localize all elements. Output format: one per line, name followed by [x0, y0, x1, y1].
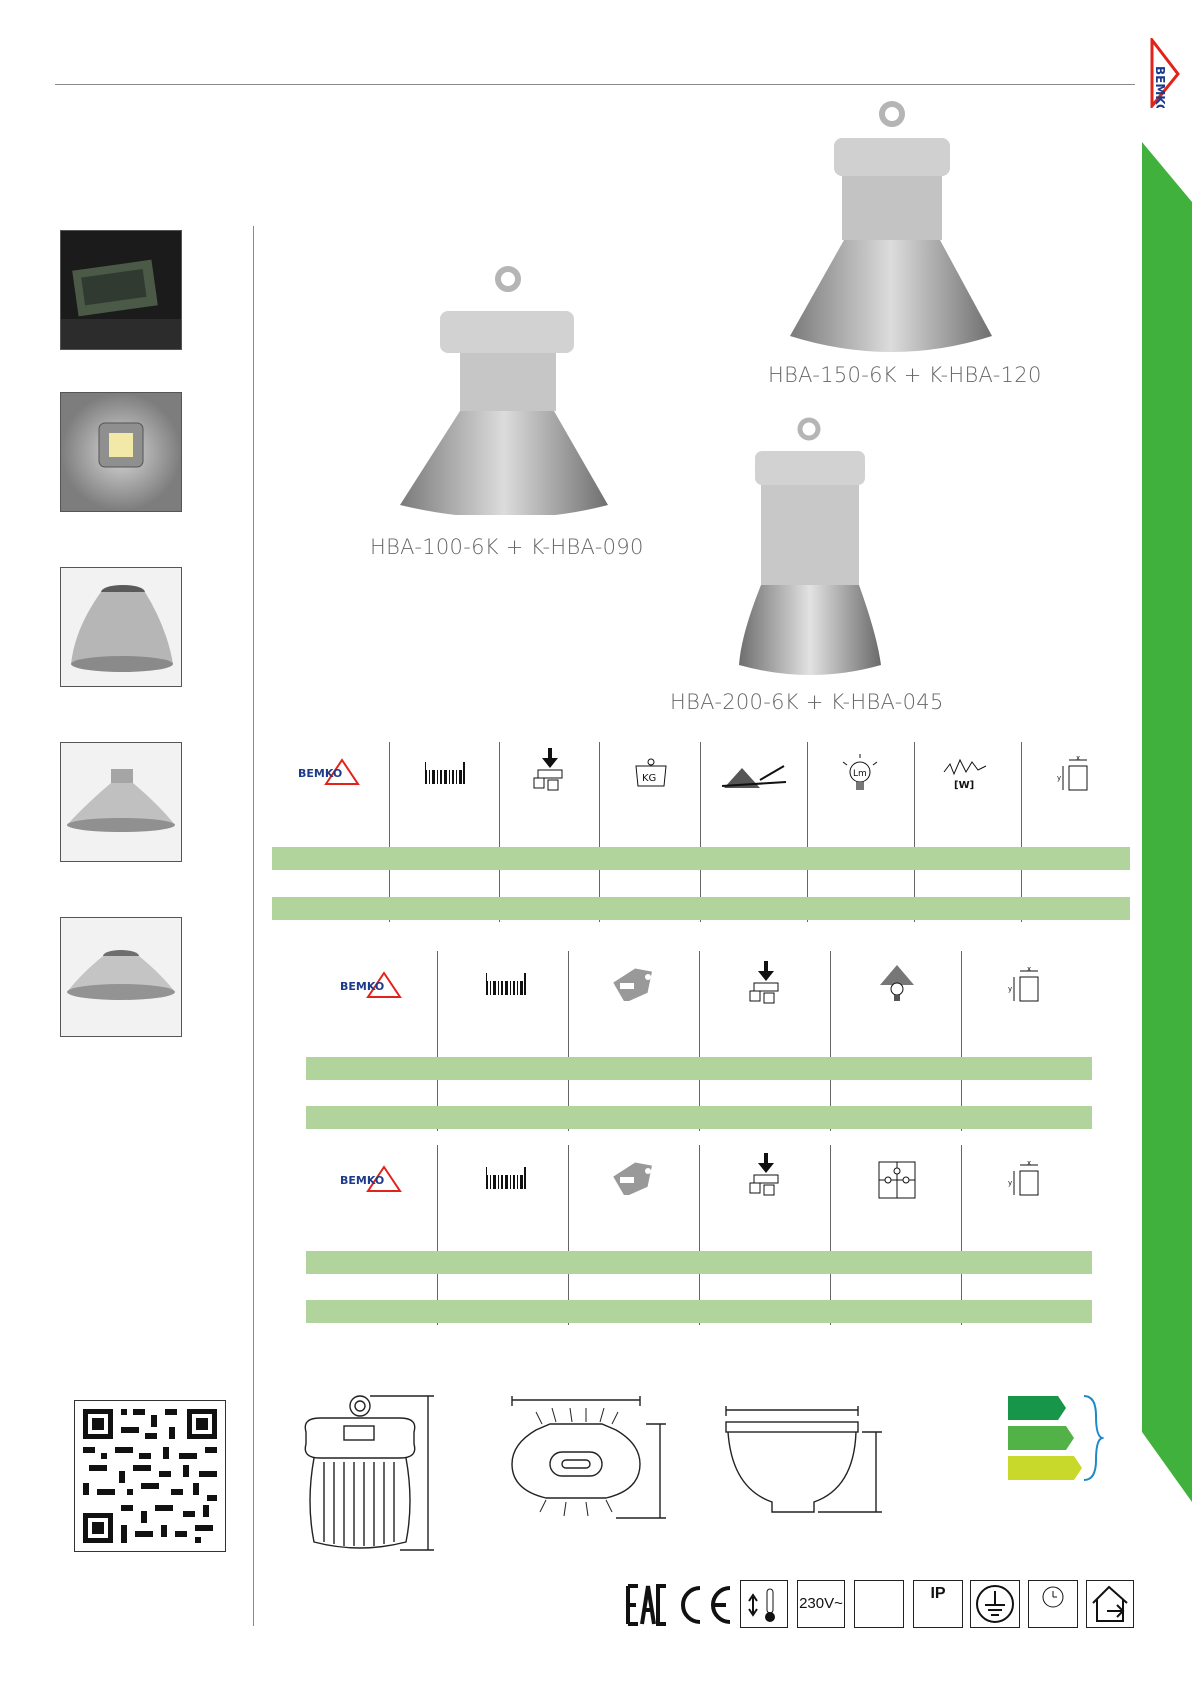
- svg-text:x: x: [1027, 1159, 1032, 1167]
- voltage-badge: 230V~: [797, 1580, 845, 1628]
- lumen-bulb-icon: [837, 752, 883, 800]
- dimensions-icon: [1008, 1159, 1044, 1201]
- temperature-icon: [740, 1580, 788, 1628]
- product-photo-a: [780, 100, 1000, 356]
- beam-angle-icon: [722, 760, 788, 796]
- drawing-side-view: [300, 1392, 440, 1554]
- energy-class-scale: [1004, 1392, 1104, 1492]
- svg-text:BEMKO: BEMKO: [340, 980, 385, 993]
- spec-table-shade: [306, 951, 1092, 1131]
- barcode-icon: [486, 1167, 526, 1193]
- price-tag-icon: [608, 965, 662, 1005]
- indoor-use-icon: [1086, 1580, 1134, 1628]
- svg-text:BEMKO: BEMKO: [340, 1174, 385, 1187]
- eac-text: [626, 1630, 736, 1631]
- qr-code[interactable]: [74, 1400, 226, 1552]
- ip-rating-badge: IP: [913, 1580, 963, 1628]
- svg-text:Lm: Lm: [853, 769, 867, 779]
- ip-rating-blank: [854, 1580, 904, 1628]
- thumb-driver: [60, 230, 182, 350]
- eac-ce-marks: [626, 1582, 736, 1628]
- dimensions-icon: [1057, 754, 1093, 796]
- bemko-logo-icon: [340, 971, 402, 1003]
- table-row: [306, 1106, 1092, 1129]
- thumb-reflector-120: [60, 917, 182, 1037]
- product-caption-c: HBA-200-6K + K-HBA-045: [670, 690, 944, 714]
- svg-text:KG: KG: [642, 773, 657, 784]
- package-icon: [530, 748, 570, 796]
- column-divider: [253, 226, 254, 1626]
- svg-text:[W]: [W]: [954, 780, 975, 791]
- svg-text:x: x: [1076, 754, 1081, 762]
- svg-text:x: x: [1027, 965, 1032, 973]
- package-icon: [746, 1153, 786, 1201]
- drawing-reflector: [722, 1404, 892, 1520]
- dimensions-icon: [1008, 965, 1044, 1007]
- beam-angle-bulb-icon: [876, 961, 918, 1009]
- thumb-reflector-45: [60, 567, 182, 687]
- package-icon: [746, 961, 786, 1009]
- barcode-icon: [425, 762, 465, 788]
- svg-text:y: y: [1008, 1179, 1013, 1187]
- table-row: [306, 1057, 1092, 1080]
- brand-logo-text: BEMKO: [1153, 66, 1167, 108]
- table-row: [272, 847, 1130, 870]
- price-tag-icon: [608, 1159, 662, 1199]
- table-row: [272, 897, 1130, 920]
- product-caption-a: HBA-150-6K + K-HBA-120: [768, 363, 1042, 387]
- table-row: [306, 1300, 1092, 1323]
- lifetime-clock-icon: [1028, 1580, 1078, 1628]
- product-photo-c: [735, 415, 885, 677]
- spec-table-main: [272, 742, 1130, 922]
- drawing-top-view: [506, 1394, 676, 1524]
- spec-table-accessory: [306, 1145, 1092, 1325]
- brand-logo: [1148, 38, 1180, 108]
- product-caption-b: HBA-100-6K + K-HBA-090: [370, 535, 644, 559]
- thumb-reflector-90: [60, 742, 182, 862]
- bemko-logo-icon: [298, 758, 360, 790]
- ground-icon: [970, 1580, 1020, 1628]
- svg-text:BEMKO: BEMKO: [298, 767, 343, 780]
- svg-text:y: y: [1008, 985, 1013, 993]
- barcode-icon: [486, 973, 526, 999]
- weight-kg-icon: [632, 758, 670, 792]
- side-tab: [1142, 142, 1192, 1502]
- table-row: [306, 1251, 1092, 1274]
- bemko-logo-icon: [340, 1165, 402, 1197]
- header-rule: [55, 84, 1135, 85]
- wattage-icon: [942, 756, 988, 796]
- puzzle-icon: [878, 1161, 916, 1203]
- thumb-led-module: [60, 392, 182, 512]
- svg-text:y: y: [1057, 774, 1062, 782]
- product-photo-b: [398, 265, 618, 515]
